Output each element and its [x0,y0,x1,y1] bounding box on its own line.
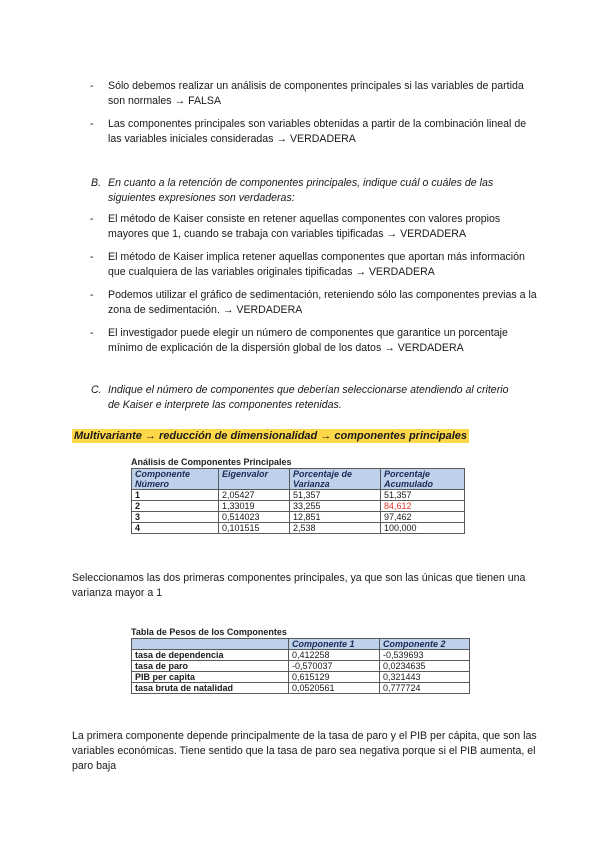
table-cell: 1 [132,490,219,501]
column-header: Componente 2 [380,639,470,650]
table-cell: 12,851 [290,512,381,523]
column-header: Porcentaje de Varianza [290,469,381,490]
table-cell: 2 [132,501,219,512]
list-item: - El método de Kaiser consiste en retener aquellas componentes con valores propios mayores que 1, cuando se trabaja con variables tipificadas → VERDADERA [90,213,501,240]
column-header: Componente 1 [289,639,380,650]
table-cell: 97,462 [381,512,465,523]
table-cell: tasa de dependencia [132,650,289,661]
table-cell: 1,33019 [219,501,290,512]
bullet-list-a [0,79,600,147]
table-cell: 51,357 [381,490,465,501]
table1-title: Análisis de Componentes Principales [131,457,292,467]
bullet-text: El investigador puede elegir un número de componentes que garantice un porcentaje mínimo de explicación de la dispersión global de los datos → VERDADERA [108,327,508,354]
table-row [132,672,470,683]
list-item: - Sólo debemos realizar un análisis de componentes principales si las variables de partida son normales → FALSA [90,80,524,107]
bullet-text: El método de Kaiser consiste en retener aquellas componentes con valores propios mayores que 1, cuando se trabaja con variables tipificadas → VERDADERA [108,213,501,240]
table-cell: 2,05427 [219,490,290,501]
table-cell: 3 [132,512,219,523]
components-table [131,468,465,534]
table-cell: tasa de paro [132,661,289,672]
list-item: - El investigador puede elegir un número de componentes que garantice un porcentaje mínimo de explicación de la dispersión global de los datos → VERDADERA [90,327,508,354]
column-header: Porcentaje Acumulado [381,469,465,490]
table-cell: 100,000 [381,523,465,534]
bullet-text: Podemos utilizar el gráfico de sedimentación, reteniendo sólo las componentes previas a la zona de sedimentación. → VERDADERA [108,289,537,316]
list-item: - Podemos utilizar el gráfico de sedimentación, reteniendo sólo las componentes previas a la zona de sedimentación. → VERDADERA [90,289,537,316]
loadings-table [131,638,470,694]
table-cell: -0,570037 [289,661,380,672]
bullet-list-b [0,212,600,356]
list-item: - El método de Kaiser implica retener aquellas componentes que aportan más información que cualquiera de las variables originales tipificadas → VERDADERA [90,251,525,278]
section-letter: B. [91,177,102,189]
paragraph-selection: Seleccionamos las dos primeras componentes principales, ya que son las únicas que tienen una varianza mayor a 1 [72,572,526,599]
column-header: Componente Número [132,469,219,490]
table-row [132,512,465,523]
table-cell: 0,412258 [289,650,380,661]
table-row [132,650,470,661]
table-cell: 51,357 [290,490,381,501]
section-text: Indique el número de componentes que deberían seleccionarse atendiendo al criterio de Kaiser e interprete las componentes retenidas. [108,384,509,411]
column-header: Eigenvalor [219,469,290,490]
table-cell: 0,0234635 [380,661,470,672]
table-cell: 0,101515 [219,523,290,534]
section-c-heading [0,383,600,413]
table-cell: 33,255 [290,501,381,512]
table-cell: 0,321443 [380,672,470,683]
table2-title: Tabla de Pesos de los Componentes [131,627,287,637]
table-row [132,490,465,501]
table-cell: 2,538 [290,523,381,534]
table-cell-highlighted: 84,612 [381,501,465,512]
table-row [132,523,465,534]
column-header [132,639,289,650]
list-item: - Las componentes principales son variables obtenidas a partir de la combinación lineal de las variables iniciales consideradas → VERDADERA [90,118,527,145]
table-cell: 0,777724 [380,683,470,694]
table-row [132,501,465,512]
highlighted-heading: Multivariante → reducción de dimensionalidad → componentes principales [74,430,468,442]
table-row [132,683,470,694]
table-cell: -0,539693 [380,650,470,661]
table-cell: 0,514023 [219,512,290,523]
table-cell: 0,0520561 [289,683,380,694]
bullet-text: Sólo debemos realizar un análisis de componentes principales si las variables de partida son normales → FALSA [108,80,524,107]
table-cell: 0,615129 [289,672,380,683]
section-b-heading [0,176,600,206]
table-row [132,661,470,672]
table-cell: tasa bruta de natalidad [132,683,289,694]
bullet-text: Las componentes principales son variables obtenidas a partir de la combinación lineal de las variables iniciales consideradas → VERDADERA [108,118,527,145]
paragraph-interpretation: La primera componente depende principalmente de la tasa de paro y el PIB per cápita, que son las variables económicas. Tiene sentido que la tasa de paro sea negativa porque si el PIB aumenta, el paro baja [72,730,537,772]
table-cell: 4 [132,523,219,534]
table-cell: PIB per capita [132,672,289,683]
table-header-row [132,469,465,490]
table-header-row [132,639,470,650]
section-text: En cuanto a la retención de componentes principales, indique cuál o cuáles de las siguientes expresiones son verdaderas: [108,177,494,204]
bullet-text: El método de Kaiser implica retener aquellas componentes que aportan más información que cualquiera de las variables originales tipificadas → VERDADERA [108,251,525,278]
section-letter: C. [91,384,102,396]
